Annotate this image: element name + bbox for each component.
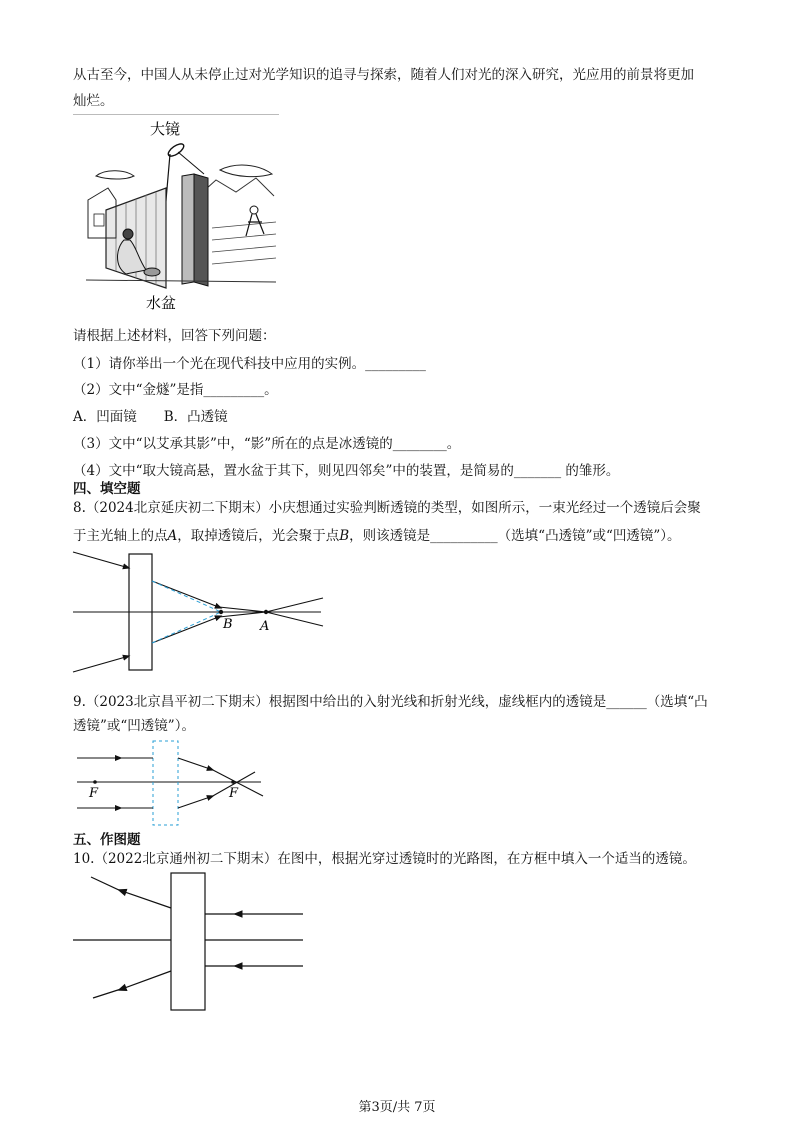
q9-label-f-left: F bbox=[89, 786, 99, 801]
q8-label-b: B bbox=[223, 617, 233, 632]
q7-options: A．凹面镜 B．凸透镜 bbox=[73, 409, 228, 425]
q9-lens-diagram bbox=[73, 738, 273, 828]
q10-line-1: 10.（2022北京通州初二下期末）在图中，根据光穿过透镜时的光路图，在方框中填入一个适当的透镜。 bbox=[73, 851, 696, 867]
q9-line-1: 9.（2023北京昌平初二下期末）根据图中给出的入射光线和折射光线，虚线框内的透镜是______（选填“凸 bbox=[73, 694, 708, 710]
prompt: 请根据上述材料，回答下列问题： bbox=[73, 328, 276, 344]
illustration-dajing-shuipen bbox=[86, 118, 278, 314]
q7-part4: （4）文中“取大镜高悬，置水盆于其下，则见四邻矣”中的装置，是简易的_______ 的雏形。 bbox=[73, 463, 620, 479]
page-footer: 第3页/共 7页 bbox=[358, 1100, 436, 1115]
empty-lens-box[interactable] bbox=[171, 873, 205, 1010]
intro-line-1: 从古至今，中国人从未停止过对光学知识的追寻与探索，随着人们对光的深入研究，光应用的前景将更加 bbox=[73, 67, 694, 83]
q7-part3: （3）文中“以艾承其影”中，“影”所在的点是冰透镜的________。 bbox=[73, 436, 461, 452]
divider bbox=[73, 114, 279, 115]
q9-label-f-right: F bbox=[229, 786, 239, 801]
section-heading-fill-in: 四、填空题 bbox=[73, 481, 141, 497]
q7-part2: （2）文中“金燧”是指_________。 bbox=[73, 382, 278, 398]
label-shuipen: 水盆 bbox=[146, 294, 177, 312]
q10-lens-diagram bbox=[73, 870, 305, 1015]
q8-line-2: 于主光轴上的点A，取掉透镜后，光会聚于点B，则该透镜是__________（选填“凸透镜”或“凹透镜”）。 bbox=[73, 528, 681, 544]
label-dajing: 大镜 bbox=[150, 120, 181, 138]
intro-line-2: 灿烂。 bbox=[73, 93, 114, 109]
section-heading-drawing: 五、作图题 bbox=[73, 832, 141, 848]
q8-line-1: 8.（2024北京延庆初二下期末）小庆想通过实验判断透镜的类型，如图所示，一束光经过一个透镜后会聚 bbox=[73, 500, 701, 516]
q7-part1: （1）请你举出一个光在现代科技中应用的实例。_________ bbox=[73, 356, 426, 372]
q9-line-2: 透镜”或“凹透镜”）。 bbox=[73, 718, 195, 734]
q8-lens-diagram bbox=[73, 548, 323, 678]
q8-label-a: A bbox=[260, 619, 270, 634]
